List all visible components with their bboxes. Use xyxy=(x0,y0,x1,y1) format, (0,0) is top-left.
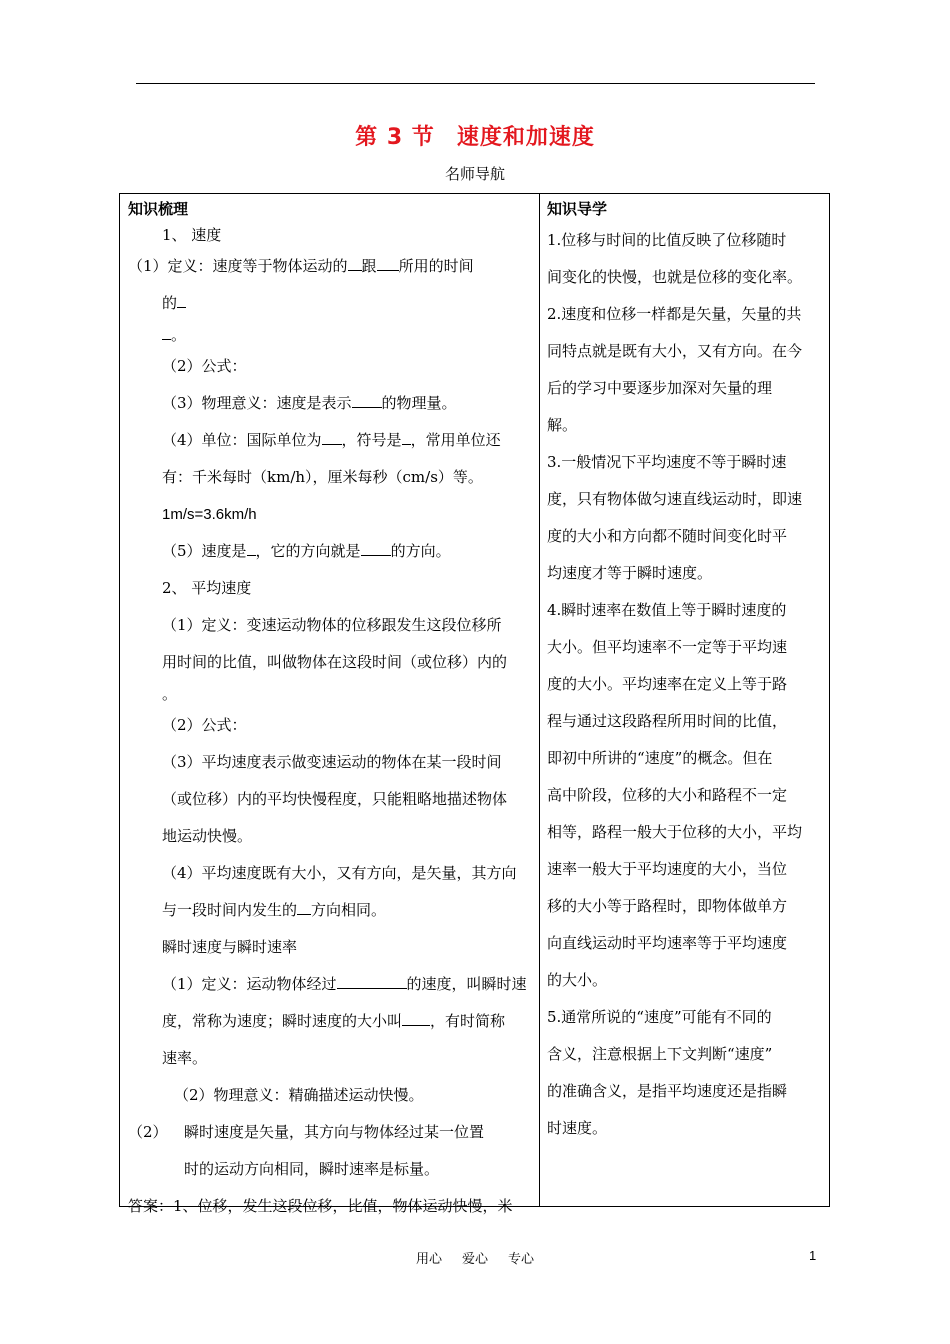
inst-definition-line-3: 速率。 xyxy=(162,1049,208,1067)
inst-vector-line-2: 时的运动方向相同，瞬时速率是标量。 xyxy=(184,1160,440,1178)
answer-line: 答案：1、位移，发生这段位移，比值，物体运动快慢，米 xyxy=(128,1197,513,1215)
guide-line: 速率一般大于平均速度的大小，当位 xyxy=(547,860,788,878)
guide-line: 均速度才等于瞬时速度。 xyxy=(547,564,713,582)
title-section: 第 3 节 xyxy=(355,125,435,150)
avg-definition-line-1: （1）定义：变速运动物体的位移跟发生这段位移所 xyxy=(162,616,502,634)
guide-line: 同特点就是既有大小，又有方向。在今 xyxy=(547,342,803,360)
guide-line: 5.通常所说的“速度”可能有不同的 xyxy=(547,1008,772,1026)
blank xyxy=(162,323,171,340)
guide-line: 度的大小。平均速率在定义上等于路 xyxy=(547,675,788,693)
speed-vector-note: （5）速度是 ，它的方向就是 的方向。 xyxy=(128,533,532,570)
blank xyxy=(247,539,256,556)
blank xyxy=(361,539,391,556)
footer-motto: 用心 爱心 专心 xyxy=(415,1252,535,1267)
avg-meaning-line-3: 地运动快慢。 xyxy=(162,827,253,845)
speed-definition-line-3: 。 xyxy=(128,322,532,348)
inst-definition-line-2: 度，常称为速度；瞬时速度的大小叫 ，有时简称 xyxy=(128,1003,532,1040)
section-3-title: 瞬时速度与瞬时速率 xyxy=(162,938,298,956)
guide-line: 间变化的快慢，也就是位移的变化率。 xyxy=(547,268,803,286)
speed-meaning: （3）物理意义：速度是表示 的物理量。 xyxy=(128,385,532,422)
header-rule xyxy=(136,83,815,84)
blank xyxy=(352,391,382,408)
guide-line: 即初中所讲的“速度”的概念。但在 xyxy=(547,749,773,767)
guide-line: 的大小。 xyxy=(547,971,608,989)
blank xyxy=(337,972,407,989)
page-subtitle: 名师导航 xyxy=(444,165,505,183)
blank xyxy=(297,898,311,915)
avg-vector-line-2: 与一段时间内发生的 方向相同。 xyxy=(128,892,532,929)
guide-line: 的准确含义，是指平均速度还是指瞬 xyxy=(547,1082,788,1100)
guide-line: 后的学习中要逐步加深对矢量的理 xyxy=(547,379,773,397)
blank xyxy=(177,291,186,308)
guide-text xyxy=(547,222,823,1147)
avg-formula: （2）公式： xyxy=(162,716,247,734)
left-heading: 知识梳理 xyxy=(128,200,189,218)
guide-line: 2.速度和位移一样都是矢量，矢量的共 xyxy=(547,305,802,323)
left-column xyxy=(128,196,532,1225)
speed-definition-line-1: （1）定义：速度等于物体运动的 跟 所用的时间 xyxy=(128,248,532,285)
blank xyxy=(322,428,342,445)
speed-unit-line-2: 有：千米每时（km/h），厘米每秒（cm/s）等。 xyxy=(162,468,483,486)
guide-line: 度的大小和方向都不随时间变化时平 xyxy=(547,527,788,545)
section-1-title: 1、 速度 xyxy=(162,226,222,244)
speed-definition-line-2: 的 xyxy=(128,285,532,322)
title-topic: 速度和加速度 xyxy=(456,125,595,150)
page-title xyxy=(0,120,950,151)
blank xyxy=(348,254,362,271)
guide-line: 3.一般情况下平均速度不等于瞬时速 xyxy=(547,453,787,471)
page-number: 1 xyxy=(809,1248,817,1263)
table-column-divider xyxy=(539,193,540,1207)
guide-line: 时速度。 xyxy=(547,1119,608,1137)
inst-vector-line-1: （2） 瞬时速度是矢量，其方向与物体经过某一位置 xyxy=(128,1123,485,1141)
guide-line: 大小。但平均速率不一定等于平均速 xyxy=(547,638,788,656)
inst-meaning: （2）物理意义：精确描述运动快慢。 xyxy=(174,1086,424,1104)
avg-meaning-line-1: （3）平均速度表示做变速运动的物体在某一段时间 xyxy=(162,753,502,771)
blank xyxy=(402,428,411,445)
guide-line: 相等，路程一般大于位移的大小，平均 xyxy=(547,823,803,841)
speed-unit-line-1: （4）单位：国际单位为 ，符号是 ，常用单位还 xyxy=(128,422,532,459)
right-column xyxy=(547,196,823,1147)
avg-definition-line-3: 。 xyxy=(162,685,178,703)
guide-line: 高中阶段，位移的大小和路程不一定 xyxy=(547,786,788,804)
unit-conversion: 1m/s=3.6km/h xyxy=(162,506,257,523)
guide-line: 含义，注意根据上下文判断“速度” xyxy=(547,1045,773,1063)
avg-definition-line-2: 用时间的比值，叫做物体在这段时间（或位移）内的 xyxy=(162,653,508,671)
guide-line: 移的大小等于路程时，即物体做单方 xyxy=(547,897,788,915)
guide-line: 向直线运动时平均速率等于平均速度 xyxy=(547,934,788,952)
guide-line: 4.瞬时速率在数值上等于瞬时速度的 xyxy=(547,601,787,619)
section-2-title: 2、 平均速度 xyxy=(162,579,252,597)
blank xyxy=(402,1009,430,1026)
guide-line: 程与通过这段路程所用时间的比值， xyxy=(547,712,788,730)
right-heading: 知识导学 xyxy=(547,200,608,218)
speed-formula: （2）公式： xyxy=(162,357,247,375)
guide-line: 1.位移与时间的比值反映了位移随时 xyxy=(547,231,787,249)
avg-vector-line-1: （4）平均速度既有大小，又有方向，是矢量，其方向 xyxy=(162,864,517,882)
guide-line: 解。 xyxy=(547,416,578,434)
inst-definition-line-1: （1）定义：运动物体经过 的速度，叫瞬时速 xyxy=(128,966,532,1003)
guide-line: 度，只有物体做匀速直线运动时，即速 xyxy=(547,490,803,508)
blank xyxy=(377,254,399,271)
avg-meaning-line-2: （或位移）内的平均快慢程度，只能粗略地描述物体 xyxy=(162,790,508,808)
